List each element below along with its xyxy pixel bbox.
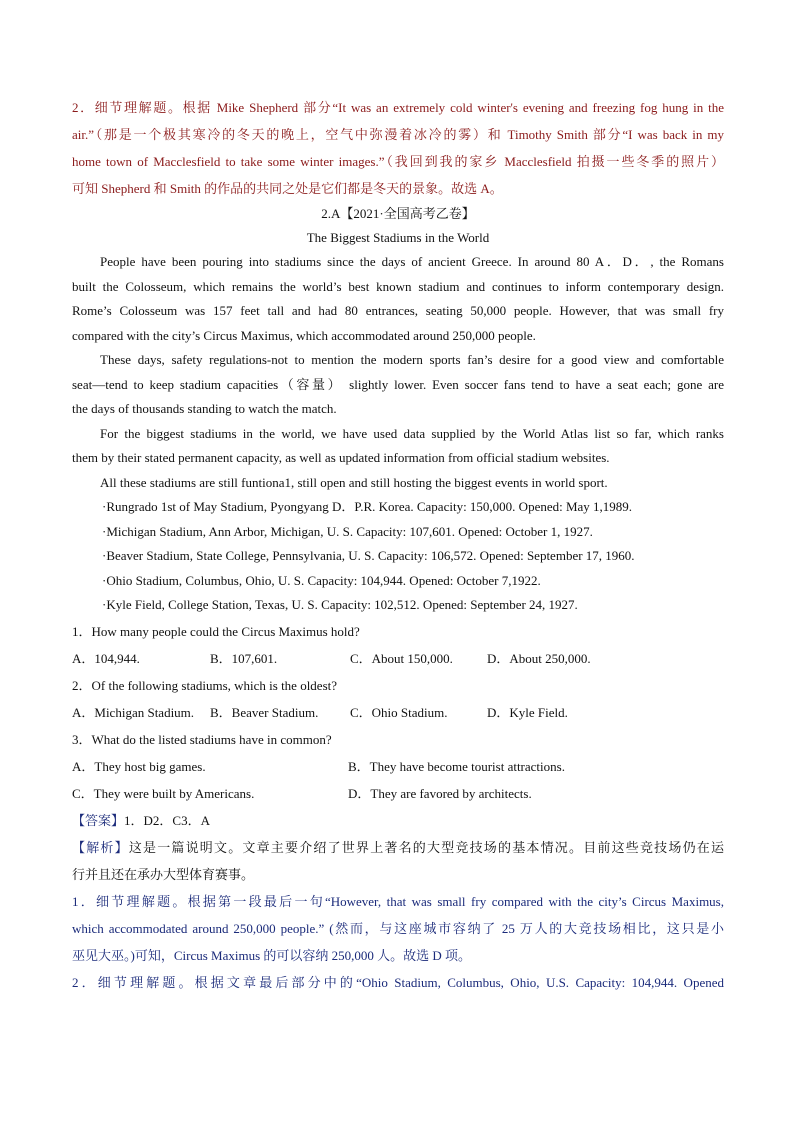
explanation-line: which accommodated around 250,000 people.” (然而，与这座城市容纳了 25 万人的大竞技场相比，这只是小 (72, 920, 724, 936)
option-b: B．107,601. (210, 650, 278, 666)
analysis (72, 834, 724, 996)
explanation-line: 巫见大巫。)可知，Circus Maximus 的可以容纳 250,000 人。故选 D 项。 (72, 947, 472, 963)
option-d: D．About 250,000. (487, 650, 591, 666)
question-2 (72, 672, 724, 726)
analysis-line (72, 834, 724, 861)
option-b: B．They have become tourist attractions. (348, 758, 565, 774)
analysis-label: 【解析】 (72, 839, 129, 855)
explanation-line: air.”（那是一个极其寒冷的冬天的晚上，空气中弥漫着冰冷的雾）和 Timothy Smith 部分“I was back in my (72, 127, 724, 142)
question-3 (72, 726, 724, 807)
stadium-item: ·Rungrado 1st of May Stadium, Pyongyang D．P.R. Korea. Capacity: 150,000. Opened: May 1,1989. (102, 499, 633, 514)
section-heading: 2.A【2021·全国高考乙卷】 (321, 206, 475, 221)
question-options (72, 753, 724, 780)
passage-line: the days of thousands standing to watch the match. (72, 401, 337, 416)
passage-line: All these stadiums are still funtiona1, still open and still hosting the biggest events in world sport. (100, 474, 608, 490)
explanation-line: home town of Macclesfield to take some winter images.”（我回到我的家乡 Macclesfield 拍摄一些冬季的照片） (72, 154, 724, 169)
passage-line: compared with the city’s Circus Maximus, which accommodated around 250,000 people. (72, 327, 536, 343)
passage-title: The Biggest Stadiums in the World (306, 230, 490, 245)
explanation-line: 1．细节理解题。根据第一段最后一句“However, that was small fry compared with the city’s Circus Maximus, (72, 893, 724, 909)
option-a: A．Michigan Stadium. (72, 704, 195, 720)
question-1 (72, 618, 724, 672)
explanation-line: 2．细节理解题。根据 Mike Shepherd 部分“It was an extremely cold winter's evening and freezing fog hung in the (72, 100, 724, 115)
passage-line: Rome’s Colosseum was 157 feet tall and had 80 entrances, seating 50,000 people. However, that was small fry (72, 303, 724, 318)
question-stem: 1．How many people could the Circus Maximus hold? (72, 623, 360, 639)
passage-line: These days, safety regulations-not to mention the modern sports fan’s desire for a good view and comfortable (100, 352, 724, 367)
question-stem: 2．Of the following stadiums, which is the oldest? (72, 677, 338, 693)
option-a: A．They host big games. (72, 758, 206, 774)
passage-line: built the Colosseum, which remains the world’s best known stadium and continues to inform contemporary design. (72, 278, 724, 294)
option-c: C．About 150,000. (350, 650, 453, 666)
previous-explanation (72, 94, 724, 202)
analysis-text: 这是一篇说明文。文章主要介绍了世界上著名的大型竞技场的基本情况。目前这些竞技场仍在运 (128, 839, 724, 855)
stadium-item: ·Beaver Stadium, State College, Pennsylvania, U. S. Capacity: 106,572. Opened: September 17, 1960. (102, 548, 635, 563)
question-options (72, 780, 724, 807)
answer-line (72, 807, 724, 834)
option-b: B．Beaver Stadium. (210, 704, 319, 720)
stadium-list (72, 495, 724, 618)
question-options (72, 699, 724, 726)
passage-line: People have been pouring into stadiums since the days of ancient Greece. In around 80 A．D．, the Romans (100, 254, 724, 269)
stadium-item: ·Ohio Stadium, Columbus, Ohio, U. S. Capacity: 104,944. Opened: October 7,1922. (102, 572, 541, 588)
passage-line: For the biggest stadiums in the world, we have used data supplied by the World Atlas list so far, which ranks (100, 425, 724, 441)
analysis-line: 行并且还在承办大型体育赛事。 (72, 866, 255, 882)
option-a: A．104,944. (72, 650, 140, 666)
question-options (72, 645, 724, 672)
option-d: D．Kyle Field. (487, 704, 568, 720)
stadium-item: ·Michigan Stadium, Ann Arbor, Michigan, U. S. Capacity: 107,601. Opened: October 1, 1927. (102, 523, 593, 539)
option-d: D．They are favored by architects. (348, 785, 532, 801)
question-stem: 3．What do the listed stadiums have in common? (72, 731, 332, 747)
passage-line: them by their stated permanent capacity, as well as updated information from official stadium websites. (72, 450, 610, 465)
option-c: C．They were built by Americans. (72, 785, 255, 801)
explanation-line: 2．细节理解题。根据文章最后部分中的“Ohio Stadium, Columbus, Ohio, U.S. Capacity: 104,944. Opened (72, 974, 724, 990)
stadium-item: ·Kyle Field, College Station, Texas, U. S. Capacity: 102,512. Opened: September 24, 1927. (102, 597, 578, 612)
passage-line: seat—tend to keep stadium capacities（容量） slightly lower. Even soccer fans tend to have a seat each; gone are (72, 376, 724, 392)
answer-label: 【答案】 (72, 812, 125, 828)
explanation-line: 可知 Shepherd 和 Smith 的作品的共同之处是它们都是冬天的景象。故选 A。 (72, 181, 503, 196)
document-page (72, 94, 724, 996)
option-c: C．Ohio Stadium. (350, 704, 448, 720)
passage (72, 250, 724, 618)
answer-text: 1．D2．C3．A (124, 812, 210, 828)
